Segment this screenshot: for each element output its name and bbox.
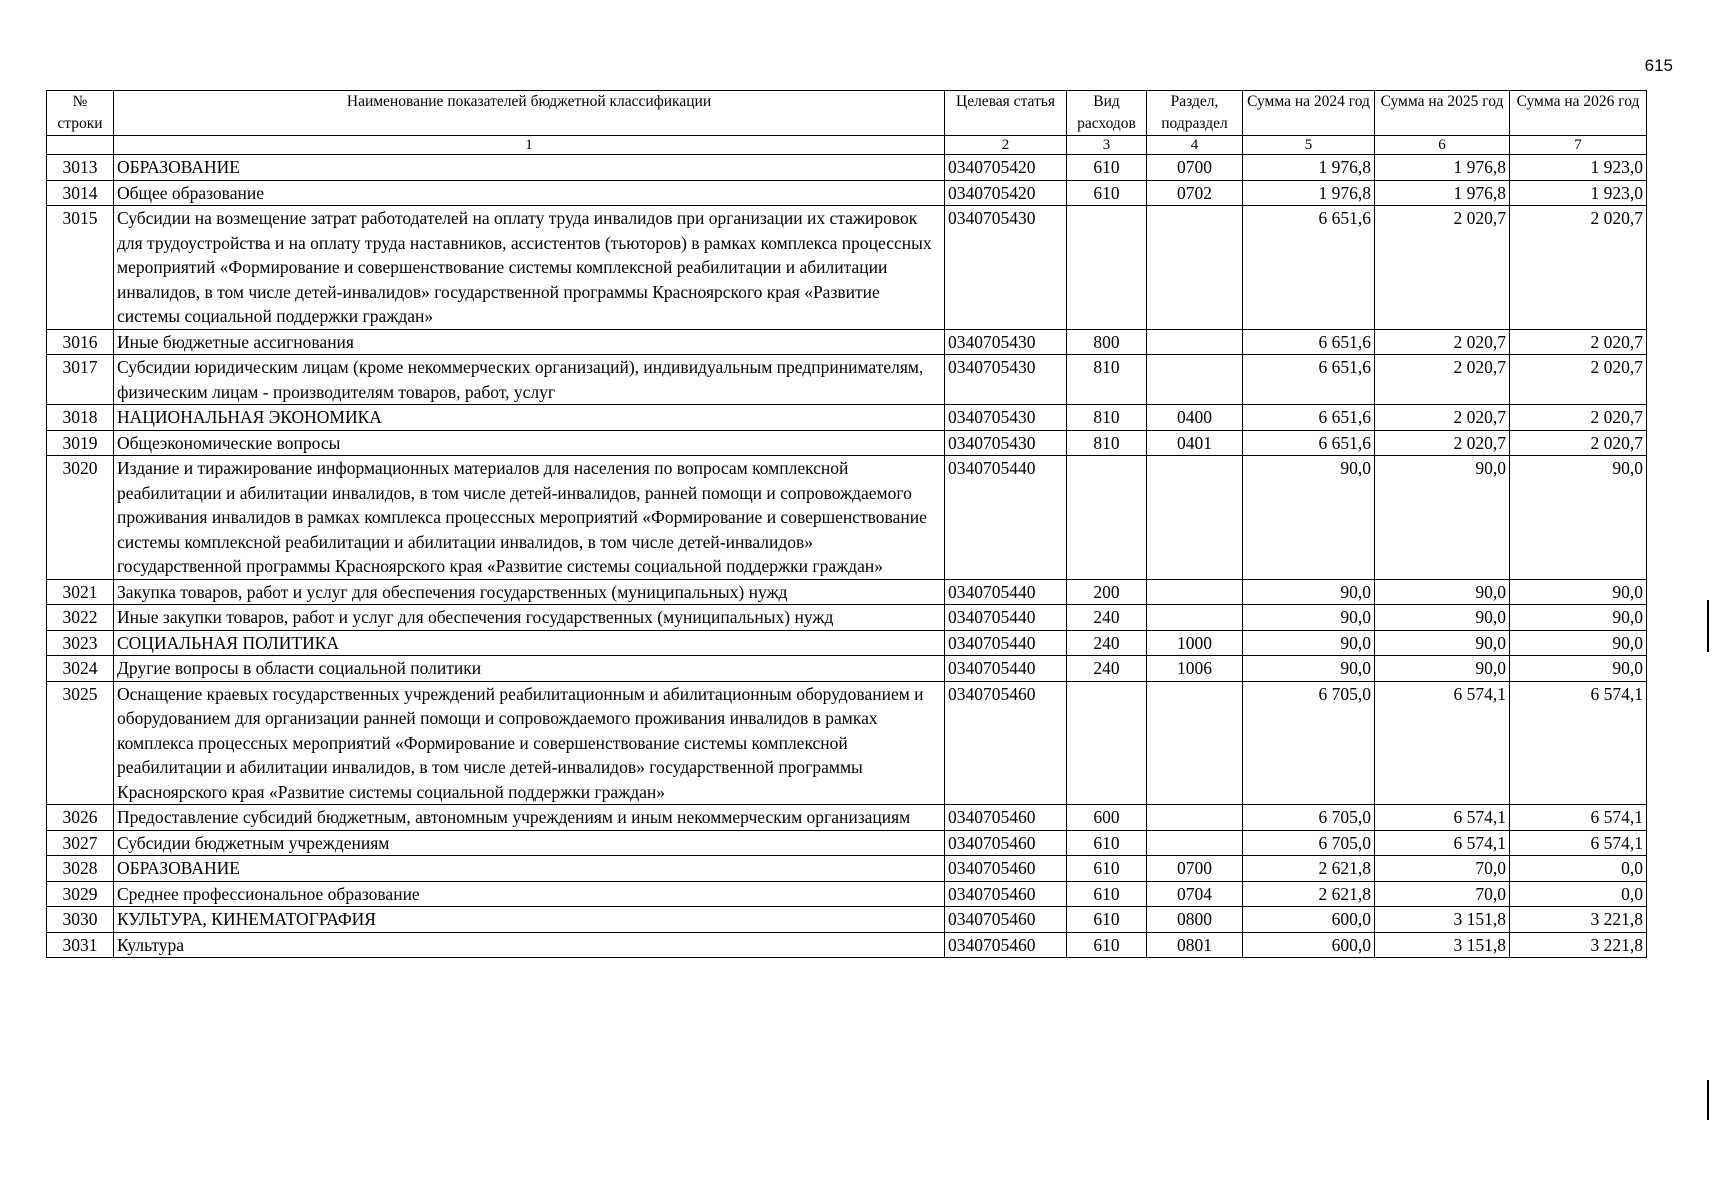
- row-sum-2024: 600,0: [1243, 907, 1375, 933]
- row-section: 0401: [1147, 430, 1243, 456]
- table-row: [47, 856, 1647, 882]
- row-sum-2026: 2 020,7: [1510, 329, 1647, 355]
- row-section: [1147, 456, 1243, 580]
- row-name: КУЛЬТУРА, КИНЕМАТОГРАФИЯ: [114, 907, 945, 933]
- row-sum-2025: 90,0: [1375, 456, 1510, 580]
- row-section: 0700: [1147, 856, 1243, 882]
- row-expense-kind: 610: [1067, 155, 1147, 181]
- row-sum-2025: 90,0: [1375, 630, 1510, 656]
- row-number: 3020: [47, 456, 114, 580]
- row-expense-kind: 610: [1067, 932, 1147, 958]
- row-sum-2024: 600,0: [1243, 932, 1375, 958]
- row-number: 3018: [47, 405, 114, 431]
- row-sum-2026: 2 020,7: [1510, 430, 1647, 456]
- row-section: 0702: [1147, 180, 1243, 206]
- row-number: 3021: [47, 579, 114, 605]
- row-sum-2026: 6 574,1: [1510, 681, 1647, 805]
- row-number: 3025: [47, 681, 114, 805]
- row-sum-2024: 6 651,6: [1243, 405, 1375, 431]
- row-expense-kind: 610: [1067, 180, 1147, 206]
- header-row-no: № строки: [47, 91, 114, 136]
- row-name: ОБРАЗОВАНИЕ: [114, 856, 945, 882]
- row-sum-2024: 6 705,0: [1243, 830, 1375, 856]
- header-sum-2026: Сумма на 2026 год: [1510, 91, 1647, 136]
- row-sum-2024: 90,0: [1243, 456, 1375, 580]
- header-target: Целевая статья: [945, 91, 1067, 136]
- row-sum-2025: 70,0: [1375, 856, 1510, 882]
- row-section: [1147, 579, 1243, 605]
- row-expense-kind: 810: [1067, 405, 1147, 431]
- column-number: 1: [114, 136, 945, 155]
- row-name: Общее образование: [114, 180, 945, 206]
- row-number: 3013: [47, 155, 114, 181]
- row-target-article: 0340705430: [945, 430, 1067, 456]
- column-number: 2: [945, 136, 1067, 155]
- row-expense-kind: 810: [1067, 430, 1147, 456]
- column-number: 5: [1243, 136, 1375, 155]
- row-number: 3015: [47, 206, 114, 330]
- table-row: [47, 656, 1647, 682]
- row-target-article: 0340705460: [945, 830, 1067, 856]
- row-section: [1147, 329, 1243, 355]
- row-name: Иные закупки товаров, работ и услуг для обеспечения государственных (муниципальных) нужд: [114, 605, 945, 631]
- row-target-article: 0340705430: [945, 355, 1067, 405]
- row-expense-kind: 610: [1067, 907, 1147, 933]
- table-body: [47, 155, 1647, 958]
- row-section: 1006: [1147, 656, 1243, 682]
- row-expense-kind: 610: [1067, 830, 1147, 856]
- table-row: [47, 405, 1647, 431]
- table-row: [47, 805, 1647, 831]
- row-target-article: 0340705430: [945, 206, 1067, 330]
- row-sum-2024: 90,0: [1243, 656, 1375, 682]
- row-sum-2026: 90,0: [1510, 630, 1647, 656]
- row-sum-2025: 1 976,8: [1375, 155, 1510, 181]
- row-expense-kind: 810: [1067, 355, 1147, 405]
- row-sum-2024: 2 621,8: [1243, 881, 1375, 907]
- row-section: 0800: [1147, 907, 1243, 933]
- row-sum-2024: 2 621,8: [1243, 856, 1375, 882]
- row-expense-kind: [1067, 456, 1147, 580]
- row-expense-kind: 240: [1067, 656, 1147, 682]
- row-target-article: 0340705460: [945, 805, 1067, 831]
- row-sum-2025: 2 020,7: [1375, 355, 1510, 405]
- row-sum-2025: 90,0: [1375, 656, 1510, 682]
- row-expense-kind: 240: [1067, 630, 1147, 656]
- row-sum-2024: 6 705,0: [1243, 805, 1375, 831]
- row-expense-kind: 800: [1067, 329, 1147, 355]
- row-number: 3023: [47, 630, 114, 656]
- row-expense-kind: 610: [1067, 881, 1147, 907]
- row-sum-2026: 1 923,0: [1510, 180, 1647, 206]
- row-sum-2026: 1 923,0: [1510, 155, 1647, 181]
- row-sum-2024: 6 651,6: [1243, 355, 1375, 405]
- row-sum-2025: 6 574,1: [1375, 830, 1510, 856]
- table-row: [47, 430, 1647, 456]
- row-expense-kind: 610: [1067, 856, 1147, 882]
- row-target-article: 0340705440: [945, 456, 1067, 580]
- row-sum-2025: 2 020,7: [1375, 405, 1510, 431]
- row-section: [1147, 355, 1243, 405]
- row-sum-2024: 90,0: [1243, 579, 1375, 605]
- row-target-article: 0340705420: [945, 180, 1067, 206]
- header-sum-2025: Сумма на 2025 год: [1375, 91, 1510, 136]
- row-target-article: 0340705430: [945, 405, 1067, 431]
- row-target-article: 0340705460: [945, 907, 1067, 933]
- row-target-article: 0340705460: [945, 856, 1067, 882]
- row-sum-2026: 90,0: [1510, 579, 1647, 605]
- row-sum-2024: 90,0: [1243, 630, 1375, 656]
- row-sum-2026: 6 574,1: [1510, 805, 1647, 831]
- row-sum-2026: 0,0: [1510, 881, 1647, 907]
- row-number: 3031: [47, 932, 114, 958]
- row-name: Субсидии юридическим лицам (кроме некоммерческих организаций), индивидуальным предпринимателям, физическим лицам - производителям товаров, работ, услуг: [114, 355, 945, 405]
- row-sum-2026: 3 221,8: [1510, 907, 1647, 933]
- row-sum-2026: 3 221,8: [1510, 932, 1647, 958]
- table-header: [47, 91, 1647, 155]
- row-number: 3022: [47, 605, 114, 631]
- row-number: 3019: [47, 430, 114, 456]
- row-sum-2026: 2 020,7: [1510, 405, 1647, 431]
- row-target-article: 0340705440: [945, 656, 1067, 682]
- row-number: 3030: [47, 907, 114, 933]
- row-number: 3014: [47, 180, 114, 206]
- row-number: 3026: [47, 805, 114, 831]
- row-sum-2026: 90,0: [1510, 605, 1647, 631]
- table-row: [47, 630, 1647, 656]
- row-target-article: 0340705430: [945, 329, 1067, 355]
- row-target-article: 0340705440: [945, 630, 1067, 656]
- row-name: Культура: [114, 932, 945, 958]
- row-sum-2026: 0,0: [1510, 856, 1647, 882]
- row-sum-2025: 3 151,8: [1375, 907, 1510, 933]
- row-section: [1147, 206, 1243, 330]
- header-sum-2024: Сумма на 2024 год: [1243, 91, 1375, 136]
- row-expense-kind: 240: [1067, 605, 1147, 631]
- header-kind: Вид расходов: [1067, 91, 1147, 136]
- row-sum-2025: 2 020,7: [1375, 430, 1510, 456]
- row-sum-2026: 90,0: [1510, 656, 1647, 682]
- row-target-article: 0340705420: [945, 155, 1067, 181]
- budget-table: [46, 90, 1647, 958]
- row-target-article: 0340705440: [945, 579, 1067, 605]
- table-row: [47, 907, 1647, 933]
- row-sum-2024: 6 651,6: [1243, 206, 1375, 330]
- row-sum-2024: 1 976,8: [1243, 155, 1375, 181]
- column-number: 3: [1067, 136, 1147, 155]
- row-number: 3016: [47, 329, 114, 355]
- row-sum-2025: 6 574,1: [1375, 805, 1510, 831]
- row-sum-2024: 6 651,6: [1243, 329, 1375, 355]
- column-number: [47, 136, 114, 155]
- row-name: СОЦИАЛЬНАЯ ПОЛИТИКА: [114, 630, 945, 656]
- page-number: 615: [1644, 56, 1673, 75]
- row-section: [1147, 681, 1243, 805]
- table-row: [47, 355, 1647, 405]
- row-sum-2024: 90,0: [1243, 605, 1375, 631]
- row-section: 0700: [1147, 155, 1243, 181]
- row-section: [1147, 605, 1243, 631]
- row-sum-2026: 6 574,1: [1510, 830, 1647, 856]
- row-name: Среднее профессиональное образование: [114, 881, 945, 907]
- row-name: Другие вопросы в области социальной политики: [114, 656, 945, 682]
- row-sum-2024: 1 976,8: [1243, 180, 1375, 206]
- row-number: 3024: [47, 656, 114, 682]
- row-name: Иные бюджетные ассигнования: [114, 329, 945, 355]
- table-row: [47, 881, 1647, 907]
- row-sum-2025: 6 574,1: [1375, 681, 1510, 805]
- row-name: Общеэкономические вопросы: [114, 430, 945, 456]
- row-name: Издание и тиражирование информационных материалов для населения по вопросам комплексной реабилитации и абилитации инвалидов, в том числе детей-инвалидов, ранней помощи и сопровождаемого проживания инвалидов в рамках комплекса процессных мероприятий «Формирование и совершенствование системы комплексной реабилитации и абилитации инвалидов, в том числе детей-инвалидов» государственной программы Красноярского края «Развитие системы социальной поддержки граждан»: [114, 456, 945, 580]
- table-row: [47, 681, 1647, 805]
- row-expense-kind: 200: [1067, 579, 1147, 605]
- table-row: [47, 605, 1647, 631]
- row-number: 3029: [47, 881, 114, 907]
- row-section: [1147, 805, 1243, 831]
- row-number: 3017: [47, 355, 114, 405]
- row-section: 0801: [1147, 932, 1243, 958]
- row-sum-2025: 90,0: [1375, 605, 1510, 631]
- column-number: 4: [1147, 136, 1243, 155]
- row-name: Оснащение краевых государственных учреждений реабилитационным и абилитационным оборудованием и оборудованием для организации ранней помощи и сопровождаемого проживания инвалидов в рамках комплекса процессных мероприятий «Формирование и совершенствование системы комплексной реабилитации и абилитации инвалидов, в том числе детей-инвалидов» государственной программы Красноярского края «Развитие системы социальной поддержки граждан»: [114, 681, 945, 805]
- row-number: 3028: [47, 856, 114, 882]
- row-sum-2025: 70,0: [1375, 881, 1510, 907]
- row-sum-2025: 1 976,8: [1375, 180, 1510, 206]
- header-section: Раздел, подраздел: [1147, 91, 1243, 136]
- row-expense-kind: [1067, 206, 1147, 330]
- row-name: ОБРАЗОВАНИЕ: [114, 155, 945, 181]
- table-row: [47, 932, 1647, 958]
- row-sum-2025: 2 020,7: [1375, 329, 1510, 355]
- column-number: 6: [1375, 136, 1510, 155]
- row-target-article: 0340705460: [945, 881, 1067, 907]
- row-number: 3027: [47, 830, 114, 856]
- table-row: [47, 155, 1647, 181]
- row-name: НАЦИОНАЛЬНАЯ ЭКОНОМИКА: [114, 405, 945, 431]
- row-section: [1147, 830, 1243, 856]
- row-name: Закупка товаров, работ и услуг для обеспечения государственных (муниципальных) нужд: [114, 579, 945, 605]
- row-section: 0704: [1147, 881, 1243, 907]
- table-row: [47, 329, 1647, 355]
- row-sum-2025: 90,0: [1375, 579, 1510, 605]
- table-row: [47, 830, 1647, 856]
- row-name: Субсидии бюджетным учреждениям: [114, 830, 945, 856]
- table-row: [47, 206, 1647, 330]
- column-number-row: [47, 136, 1647, 155]
- row-sum-2024: 6 651,6: [1243, 430, 1375, 456]
- row-sum-2026: 2 020,7: [1510, 355, 1647, 405]
- table-row: [47, 456, 1647, 580]
- row-target-article: 0340705440: [945, 605, 1067, 631]
- row-section: 1000: [1147, 630, 1243, 656]
- row-expense-kind: [1067, 681, 1147, 805]
- row-sum-2025: 3 151,8: [1375, 932, 1510, 958]
- table-row: [47, 180, 1647, 206]
- row-sum-2026: 2 020,7: [1510, 206, 1647, 330]
- header-name: Наименование показателей бюджетной классификации: [114, 91, 945, 136]
- row-target-article: 0340705460: [945, 932, 1067, 958]
- row-name: Предоставление субсидий бюджетным, автономным учреждениям и иным некоммерческим организациям: [114, 805, 945, 831]
- row-sum-2026: 90,0: [1510, 456, 1647, 580]
- row-expense-kind: 600: [1067, 805, 1147, 831]
- row-target-article: 0340705460: [945, 681, 1067, 805]
- row-section: 0400: [1147, 405, 1243, 431]
- row-sum-2024: 6 705,0: [1243, 681, 1375, 805]
- column-number: 7: [1510, 136, 1647, 155]
- table-row: [47, 579, 1647, 605]
- scan-edge-mark: [1707, 600, 1709, 652]
- row-name: Субсидии на возмещение затрат работодателей на оплату труда инвалидов при организации их стажировок для трудоустройства и на оплату труда наставников, ассистентов (тьюторов) в рамках комплекса процессных мероприятий «Формирование и совершенствование системы комплексной реабилитации и абилитации инвалидов, в том числе детей-инвалидов» государственной программы Красноярского края «Развитие системы социальной поддержки граждан»: [114, 206, 945, 330]
- row-sum-2025: 2 020,7: [1375, 206, 1510, 330]
- scan-edge-mark: [1707, 1080, 1709, 1120]
